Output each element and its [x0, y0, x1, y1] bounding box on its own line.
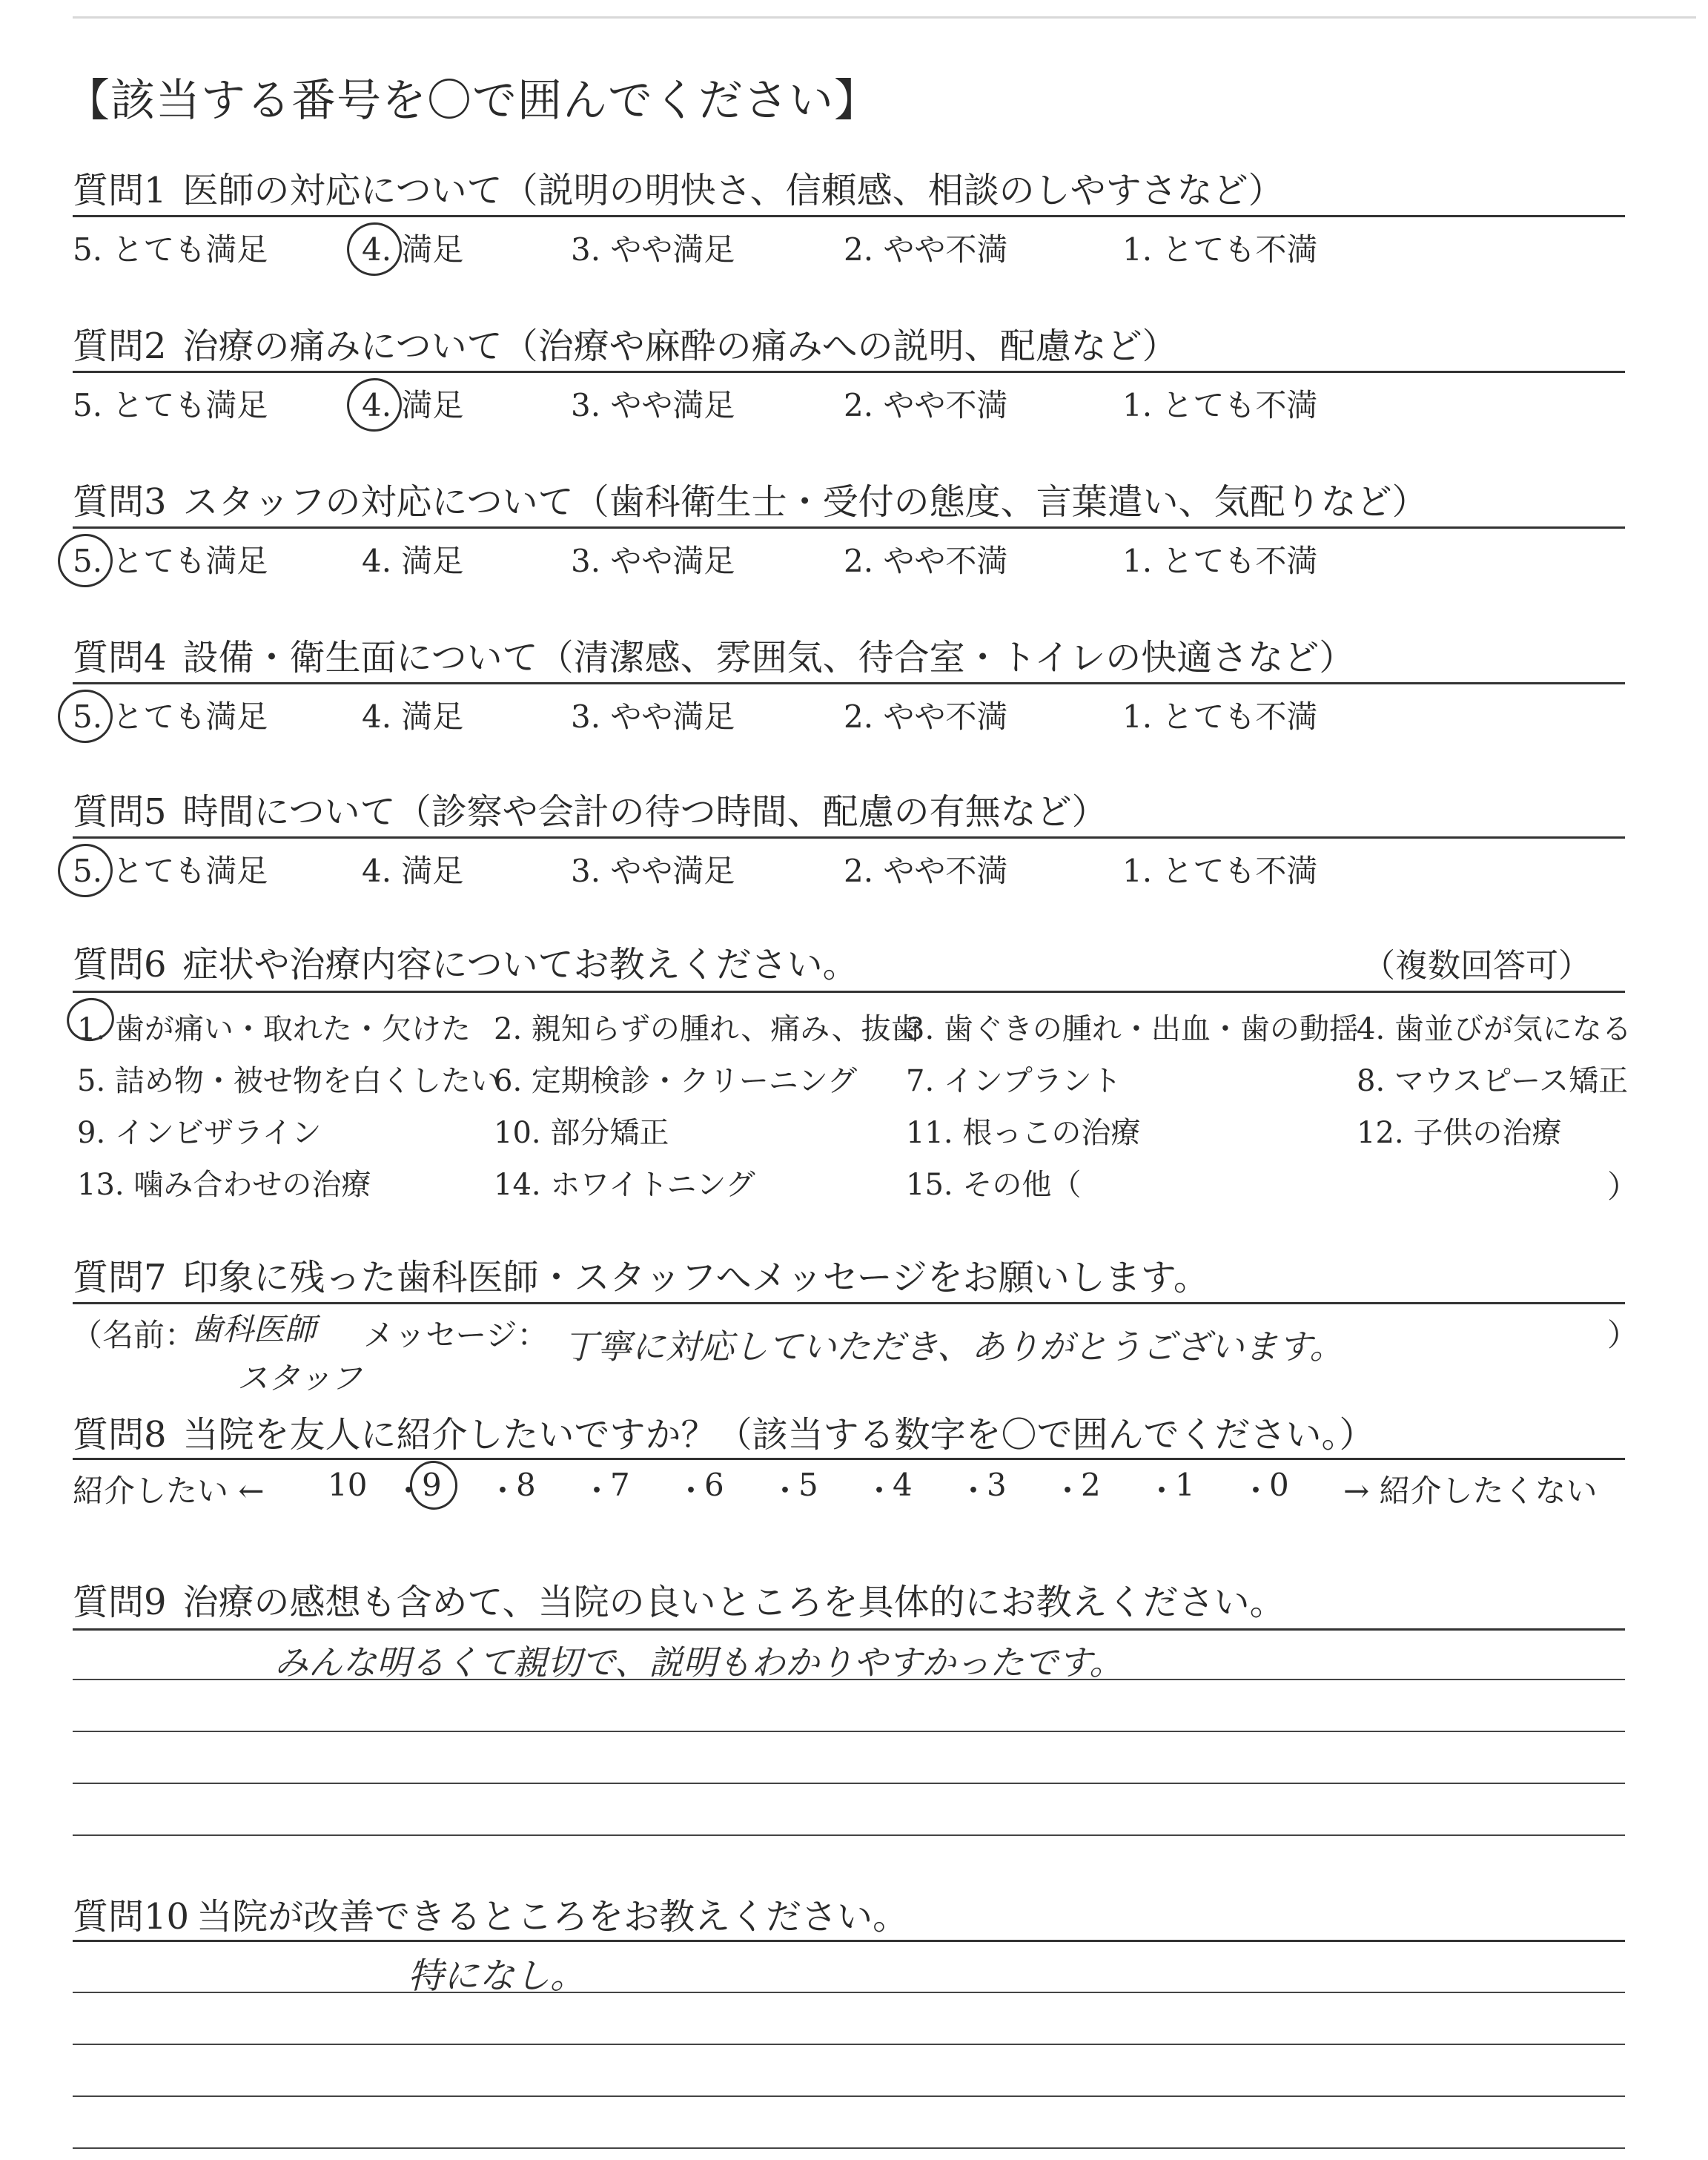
q8-scale-number[interactable]: 5 [798, 1467, 818, 1503]
q2-option[interactable]: 5. とても満足 [73, 387, 268, 423]
q2-title [73, 317, 1178, 369]
q6-option[interactable]: 2. 親知らずの腫れ、痛み、抜歯 [494, 1012, 921, 1046]
q8-scale-separator: ・ [769, 1473, 801, 1509]
page-heading: 【該当する番号を〇で囲んでください】 [65, 75, 879, 127]
q2-text: 治療の痛みについて（治療や麻酔の痛みへの説明、配慮など） [182, 326, 1178, 367]
q6-note: （複数回答可） [1363, 947, 1591, 985]
q8-scale-number[interactable]: 10 [328, 1467, 368, 1503]
q6-option[interactable]: 1. 歯が痛い・取れた・欠けた [77, 1012, 471, 1046]
q10-write-line [73, 2147, 1625, 2149]
q1-option[interactable]: 1. とても不満 [1122, 231, 1318, 268]
q3-option[interactable]: 2. やや不満 [844, 543, 1008, 579]
q5-option[interactable]: 1. とても不満 [1122, 853, 1318, 889]
q4-rule [73, 682, 1625, 684]
q8-scale-number[interactable]: 0 [1269, 1467, 1289, 1503]
q8-scale-separator: ・ [1240, 1473, 1272, 1509]
q2-number: 質問2 [73, 326, 167, 367]
q5-rule [73, 836, 1625, 839]
q7-role-dentist: 歯科医師 [191, 1311, 317, 1347]
q8-text: 当院を友人に紹介したいですか？（該当する数字を〇で囲んでください。） [182, 1414, 1375, 1456]
q1-option[interactable]: 3. やや満足 [571, 231, 735, 268]
q3-option[interactable]: 5. とても満足 [73, 543, 268, 579]
q8-scale-number[interactable]: 9 [422, 1467, 442, 1503]
q6-option[interactable]: 13. 噛み合わせの治療 [77, 1168, 371, 1202]
q7-rule [73, 1302, 1625, 1304]
q9-number: 質問9 [73, 1582, 167, 1623]
q8-number: 質問8 [73, 1414, 167, 1456]
q5-option[interactable]: 4. 満足 [362, 853, 464, 889]
q8-scale-separator: ・ [393, 1473, 425, 1509]
q5-title [73, 783, 1108, 834]
q7-number: 質問7 [73, 1257, 167, 1298]
q9-write-line [73, 1679, 1625, 1680]
q1-option[interactable]: 2. やや不満 [844, 231, 1008, 268]
q4-option[interactable]: 2. やや不満 [844, 698, 1008, 735]
q10-write-line [73, 2095, 1625, 2097]
q6-option[interactable]: 3. 歯ぐきの腫れ・出血・歯の動揺 [906, 1012, 1359, 1046]
q6-option[interactable]: 9. インビザライン [77, 1116, 322, 1150]
q6-number: 質問6 [73, 944, 167, 985]
q8-right-label: → 紹介したくない [1343, 1473, 1598, 1509]
q9-write-line [73, 1783, 1625, 1784]
q4-title [73, 629, 1354, 680]
q8-title [73, 1406, 1375, 1457]
q9-text: 治療の感想も含めて、当院の良いところを具体的にお教えください。 [182, 1582, 1285, 1623]
q6-option[interactable]: 5. 詰め物・被せ物を白くしたい [77, 1064, 500, 1098]
q6-option[interactable]: 7. インプラント [906, 1064, 1122, 1098]
q8-left-label: 紹介したい ← [73, 1473, 265, 1509]
q6-option[interactable]: 10. 部分矯正 [494, 1116, 669, 1150]
q2-option[interactable]: 3. やや満足 [571, 387, 735, 423]
q6-rule [73, 991, 1625, 993]
q6-option[interactable]: 14. ホワイトニング [494, 1168, 755, 1202]
q9-write-line [73, 1834, 1625, 1836]
q6-option[interactable]: 4. 歯並びが気になる [1357, 1012, 1632, 1046]
q4-option[interactable]: 1. とても不満 [1122, 698, 1318, 735]
q8-scale-number[interactable]: 7 [610, 1467, 630, 1503]
q10-rule [73, 1940, 1625, 1942]
q8-scale-separator: ・ [487, 1473, 519, 1509]
q6-option[interactable]: 8. マウスピース矯正 [1357, 1064, 1629, 1098]
q1-title [73, 162, 1284, 213]
q9-handwritten-answer: みんな明るくて親切で、説明もわかりやすかったです。 [274, 1642, 1124, 1682]
q8-scale-number[interactable]: 4 [893, 1467, 913, 1503]
q7-title [73, 1249, 1209, 1300]
q5-option[interactable]: 3. やや満足 [571, 853, 735, 889]
q1-option[interactable]: 5. とても満足 [73, 231, 268, 268]
q7-text: 印象に残った歯科医師・スタッフへメッセージをお願いします。 [182, 1257, 1209, 1298]
q5-number: 質問5 [73, 791, 167, 833]
q7-close-paren: ） [1607, 1317, 1639, 1353]
q3-text: スタッフの対応について（歯科衛生士・受付の態度、言葉遣い、気配りなど） [182, 481, 1428, 523]
q8-scale-separator: ・ [581, 1473, 613, 1509]
q8-scale-separator: ・ [1052, 1473, 1084, 1509]
q4-text: 設備・衛生面について（清潔感、雰囲気、待合室・トイレの快適さなど） [182, 637, 1355, 678]
q3-option[interactable]: 4. 満足 [362, 543, 464, 579]
q2-rule [73, 371, 1625, 373]
q7-handwritten-message: 丁寧に対応していただき、ありがとうございます。 [563, 1327, 1344, 1367]
q8-scale-number[interactable]: 3 [987, 1467, 1007, 1503]
q6-text: 症状や治療内容についてお教えください。 [182, 944, 858, 985]
q10-write-line [73, 2044, 1625, 2045]
q10-text: 当院が改善できるところをお教えください。 [196, 1896, 909, 1938]
q1-number: 質問1 [73, 170, 167, 211]
q4-number: 質問4 [73, 637, 167, 678]
q3-title [73, 473, 1428, 524]
q2-option[interactable]: 1. とても不満 [1122, 387, 1318, 423]
q9-title [73, 1573, 1285, 1625]
q8-scale-number[interactable]: 1 [1175, 1467, 1195, 1503]
q7-name-label: （名前： [71, 1317, 196, 1353]
q9-write-line [73, 1731, 1625, 1732]
q2-option[interactable]: 2. やや不満 [844, 387, 1008, 423]
q1-text: 医師の対応について（説明の明快さ、信頼感、相談のしやすさなど） [182, 170, 1284, 211]
q8-scale-separator: ・ [1146, 1473, 1178, 1509]
q10-handwritten-answer: 特になし。 [408, 1955, 586, 1997]
q3-option[interactable]: 1. とても不満 [1122, 543, 1318, 579]
q1-option[interactable]: 4. 満足 [362, 231, 464, 268]
q1-rule [73, 215, 1625, 217]
q6-option[interactable]: 11. 根っこの治療 [906, 1116, 1141, 1150]
q2-option[interactable]: 4. 満足 [362, 387, 464, 423]
q9-rule [73, 1628, 1625, 1631]
q8-scale-separator: ・ [864, 1473, 896, 1509]
q5-text: 時間について（診察や会計の待つ時間、配慮の有無など） [182, 791, 1108, 833]
q5-option[interactable]: 2. やや不満 [844, 853, 1008, 889]
q5-option[interactable]: 5. とても満足 [73, 853, 268, 889]
q3-number: 質問3 [73, 481, 167, 523]
q7-role-staff: スタッフ [237, 1360, 363, 1396]
q8-rule [73, 1458, 1625, 1460]
top-border [73, 16, 1696, 19]
q7-message-label: メッセージ： [363, 1317, 549, 1353]
q8-scale-number[interactable]: 8 [516, 1467, 536, 1503]
q6-option[interactable]: 12. 子供の治療 [1357, 1116, 1562, 1150]
q8-scale-number[interactable]: 2 [1081, 1467, 1101, 1503]
q10-write-line [73, 1992, 1625, 1993]
q6-title [73, 936, 858, 987]
q8-scale-number[interactable]: 6 [704, 1467, 724, 1503]
q3-rule [73, 526, 1625, 529]
q6-option[interactable]: 15. その他（ [906, 1168, 1082, 1202]
q4-option[interactable]: 5. とても満足 [73, 698, 268, 735]
q10-title [73, 1888, 908, 1939]
q6-other-close: ） [1607, 1169, 1639, 1205]
q6-option[interactable]: 6. 定期検診・クリーニング [494, 1064, 858, 1098]
q8-scale-separator: ・ [958, 1473, 990, 1509]
q8-scale-separator: ・ [675, 1473, 707, 1509]
q4-option[interactable]: 3. やや満足 [571, 698, 735, 735]
q10-number: 質問10 [73, 1896, 190, 1938]
q4-option[interactable]: 4. 満足 [362, 698, 464, 735]
q3-option[interactable]: 3. やや満足 [571, 543, 735, 579]
